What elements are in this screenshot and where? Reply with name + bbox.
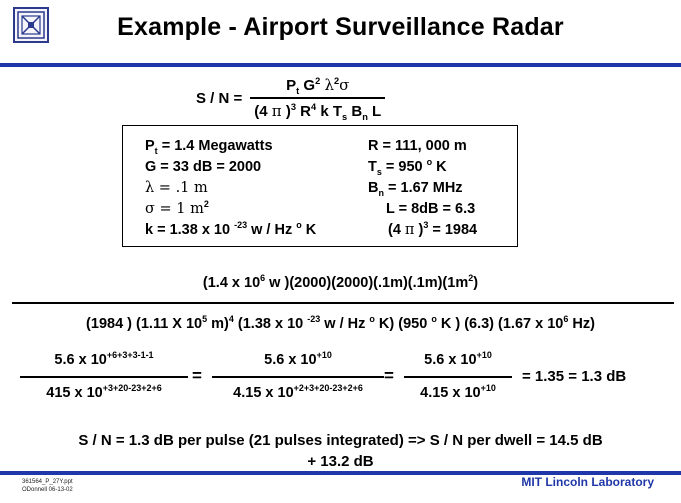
conclusion-line-2: + 13.2 dB: [307, 453, 374, 470]
title-divider: [0, 63, 681, 67]
footer-author-date: ODonnell 06-13-02: [22, 487, 73, 493]
conclusion-line-1: S / N = 1.3 dB per pulse (21 pulses integrated) => S / N per dwell = 14.5 dB: [78, 432, 603, 449]
simplify-fraction-1-numerator: 5.6 x $10^{+6+3+3-1-1}$: [54, 350, 154, 368]
footer-file-info: [22, 478, 73, 494]
equation-numerator: $P_t$ $G^2$ $\lambda^2\sigma$: [286, 76, 350, 96]
param-r: R = 111, 000 m: [368, 138, 467, 154]
footer-lab-name: MIT Lincoln Laboratory: [521, 475, 654, 489]
param-four-pi: (4 π )$^3$ = 1984: [388, 220, 478, 238]
simplify-fraction-1-bar: [20, 376, 188, 378]
simplify-fraction-3-denominator: 4.15 x $10^{+10}$: [420, 383, 496, 401]
simplify-fraction-2: [212, 352, 384, 412]
simplify-fraction-2-numerator: 5.6 x $10^{+10}$: [264, 350, 332, 368]
equation-denominator: (4 π )$^3$ $R^4$ k $T_s$ $B_n$ L: [250, 97, 385, 120]
param-bn: $B_n = 1.67$ MHz: [368, 180, 463, 198]
snr-result: = 1.35 = 1.3 dB: [522, 368, 627, 385]
param-ts: $T_s = 950$ $^o$ K: [368, 157, 447, 177]
footer-filename: 361564_P_27Y.ppt: [22, 479, 73, 485]
substitution-numerator: (1.4 x $10^6$ w )$(2000)(2000)(.1m)(.1m)(1m^2)$: [202, 273, 479, 291]
parameter-box: [122, 125, 518, 247]
equation-lhs: S / N =: [196, 89, 243, 107]
simplify-fraction-1: [20, 352, 188, 412]
param-g: G = 33 dB = 2000: [145, 159, 262, 175]
param-lambda: λ = .1 m: [145, 180, 208, 196]
param-l: L = 8dB = 6.3: [386, 201, 476, 217]
param-pt: $P_t = 1.4$ Megawatts: [145, 138, 273, 156]
simplify-fraction-3-numerator: 5.6 x $10^{+10}$: [424, 350, 492, 368]
param-k: k = 1.38 x 10 $^{-23}$ w / Hz $^o$ K: [145, 220, 317, 238]
equals-sign-1: =: [192, 366, 202, 385]
simplify-fraction-2-bar: [212, 376, 384, 378]
simplify-fraction-3-bar: [404, 376, 512, 378]
radar-equation: [196, 76, 385, 120]
substitution-denominator: (1984 ) (1.11 X $10^5$ m)$^4$ (1.38 x 10 $^{-23}$ w / Hz $^o$ K) (950 $^o$ K ) (6.3) (1.67 x $10^6$ Hz): [86, 314, 595, 332]
simplify-fraction-1-denominator: 415 x $10^{+3+20-23+2+6}$: [46, 383, 162, 401]
param-sigma: σ = 1 $m^2$: [145, 199, 209, 217]
substitution-fraction-bar: [12, 302, 674, 304]
simplify-fraction-2-denominator: 4.15 x $10^{+2+3+20-23+2+6}$: [233, 383, 363, 401]
equation-fraction: [250, 76, 385, 120]
slide-title: Example - Airport Surveillance Radar: [117, 13, 564, 41]
equals-sign-2: =: [384, 366, 394, 385]
simplify-fraction-3: [404, 352, 512, 412]
